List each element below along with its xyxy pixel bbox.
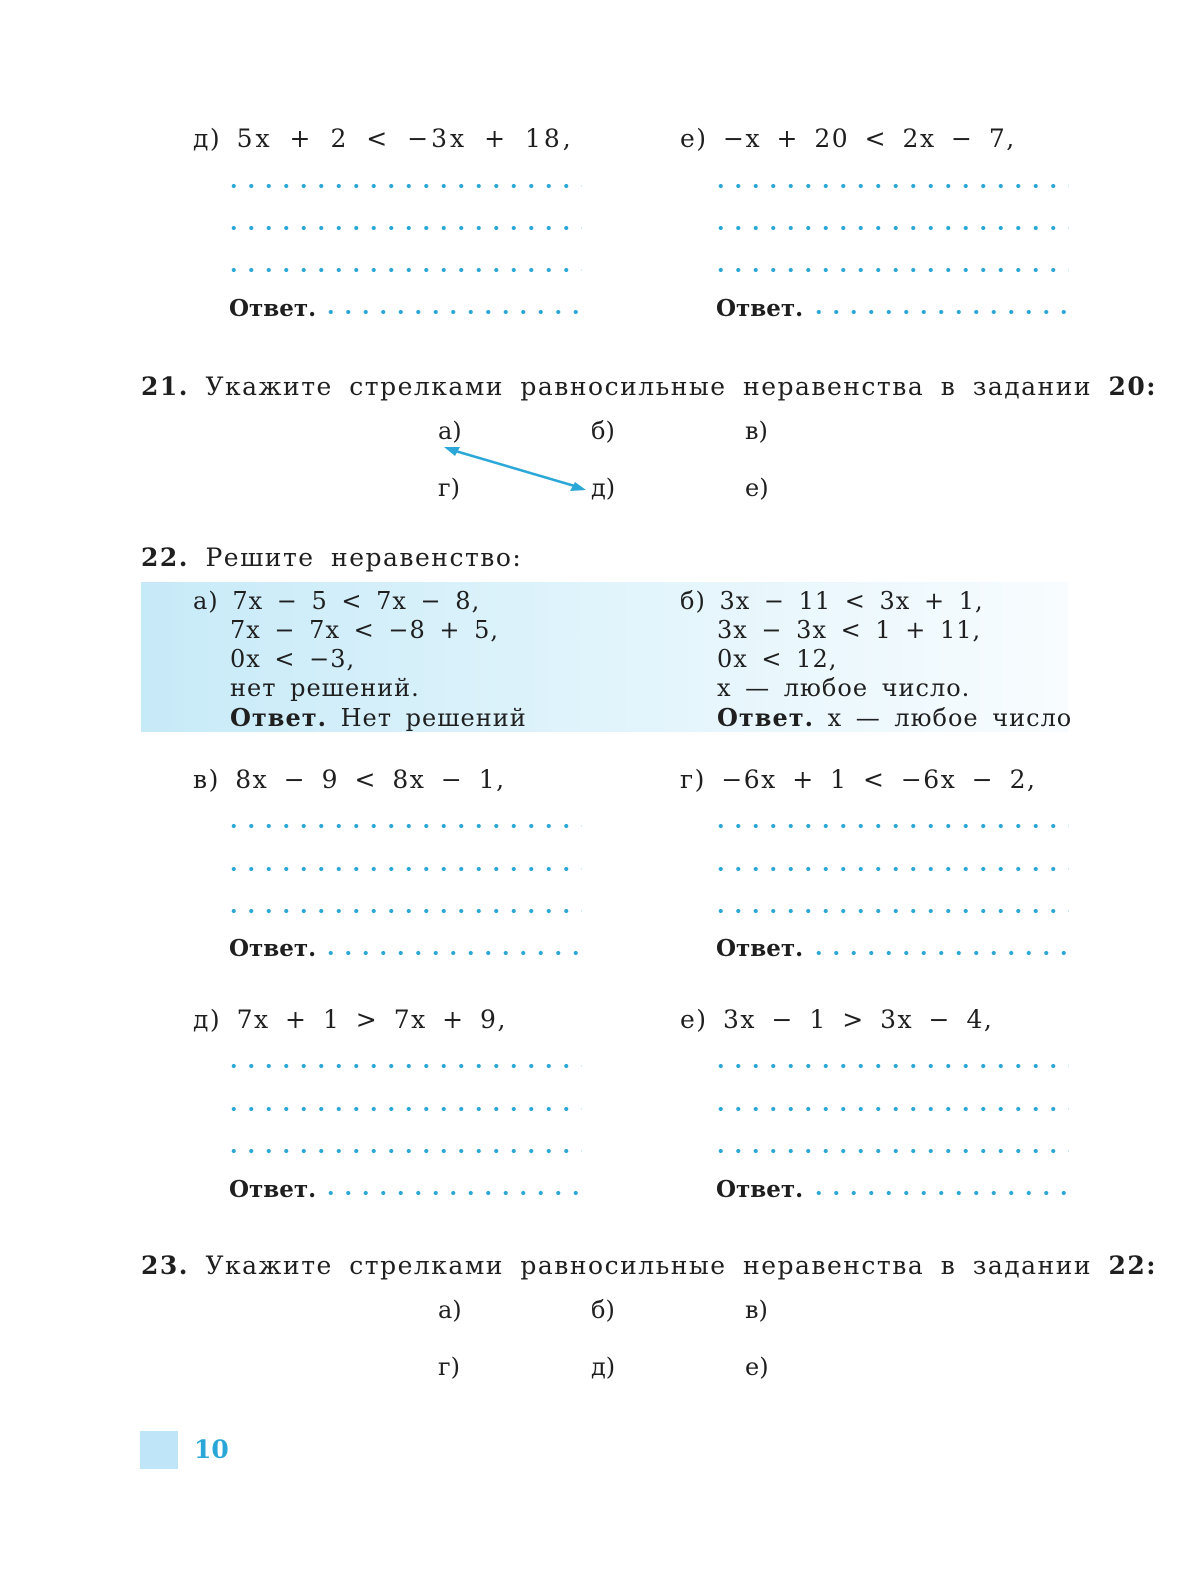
answer-line[interactable] — [225, 908, 582, 914]
answer-label: Ответ. — [716, 1176, 804, 1203]
task-number: 23. — [141, 1251, 189, 1280]
task-ref: 22: — [1108, 1251, 1158, 1280]
example-answer-label: Ответ. — [230, 703, 327, 732]
match-option-a[interactable]: а) — [438, 417, 462, 445]
answer-label: Ответ. — [229, 1176, 317, 1203]
answer-line[interactable] — [712, 1106, 1069, 1112]
example-b — [680, 587, 1072, 733]
task-number: 22. — [141, 543, 189, 572]
match-option-v[interactable]: в) — [745, 417, 768, 445]
example-line: 3x − 3x < 1 + 11, — [717, 616, 982, 644]
answer-line[interactable] — [712, 267, 1069, 273]
task-text: Решите неравенство: — [205, 543, 523, 572]
problem-22g — [680, 765, 1037, 794]
match-option-e[interactable]: е) — [745, 474, 769, 502]
task-text: Укажите стрелками равносильные неравенства в задании — [205, 372, 1093, 401]
match-option-g[interactable]: г) — [438, 1353, 460, 1381]
answer-line[interactable] — [712, 183, 1069, 189]
answer-field[interactable] — [322, 309, 582, 315]
problem-expression: 5x + 2 < −3x + 18, — [236, 124, 574, 153]
example-line: нет решений. — [230, 674, 420, 702]
example-a — [193, 587, 527, 733]
answer-line[interactable] — [225, 225, 582, 231]
answer-line[interactable] — [712, 908, 1069, 914]
example-answer: Нет решений — [340, 704, 527, 732]
answer-line[interactable] — [712, 1148, 1069, 1154]
example-letter: а) — [193, 587, 219, 615]
match-option-b[interactable]: б) — [591, 1296, 615, 1324]
problem-expression: 7x + 1 > 7x + 9, — [236, 1005, 507, 1034]
match-arrow — [440, 440, 590, 496]
task-number: 21. — [141, 372, 189, 401]
answer-field[interactable] — [322, 950, 582, 956]
answer-label: Ответ. — [716, 295, 804, 322]
answer-line[interactable] — [712, 225, 1069, 231]
problem-20d — [193, 124, 574, 153]
match-option-g[interactable]: г) — [438, 474, 460, 502]
answer-line[interactable] — [712, 1063, 1069, 1069]
problem-letter: е) — [680, 1005, 708, 1034]
match-option-b[interactable]: б) — [591, 417, 615, 445]
task-23-title — [141, 1251, 1157, 1280]
match-option-d[interactable]: д) — [591, 1353, 616, 1381]
problem-letter: д) — [193, 1005, 222, 1034]
match-option-d[interactable]: д) — [591, 474, 616, 502]
answer-line[interactable] — [712, 866, 1069, 872]
problem-20e — [680, 124, 1016, 153]
task-ref: 20: — [1108, 372, 1158, 401]
answer-line[interactable] — [225, 1106, 582, 1112]
problem-expression: 8x − 9 < 8x − 1, — [235, 765, 506, 794]
problem-expression: −6x + 1 < −6x − 2, — [721, 765, 1037, 794]
example-line: 7x − 7x < −8 + 5, — [230, 616, 499, 644]
problem-letter: г) — [680, 765, 706, 794]
match-option-a[interactable]: а) — [438, 1296, 462, 1324]
problem-letter: в) — [193, 765, 220, 794]
page-number: 10 — [194, 1435, 229, 1464]
answer-line[interactable] — [225, 1148, 582, 1154]
problem-letter: д) — [193, 124, 222, 153]
match-option-e[interactable]: е) — [745, 1353, 769, 1381]
answer-field[interactable] — [810, 309, 1070, 315]
problem-22d — [193, 1005, 507, 1034]
example-answer: x — любое число — [827, 704, 1073, 732]
task-21-title — [141, 372, 1157, 401]
example-line: x — любое число. — [717, 674, 971, 702]
problem-expression: 3x − 1 > 3x − 4, — [723, 1005, 994, 1034]
page-number-marker — [140, 1431, 178, 1469]
example-line: 7x − 5 < 7x − 8, — [232, 587, 481, 615]
answer-field[interactable] — [322, 1190, 582, 1196]
problem-22e — [680, 1005, 993, 1034]
answer-line[interactable] — [225, 823, 582, 829]
match-option-v[interactable]: в) — [745, 1296, 768, 1324]
answer-label: Ответ. — [716, 935, 804, 962]
answer-line[interactable] — [225, 866, 582, 872]
answer-line[interactable] — [225, 183, 582, 189]
answer-line[interactable] — [712, 823, 1069, 829]
answer-line[interactable] — [225, 1063, 582, 1069]
answer-label: Ответ. — [229, 935, 317, 962]
example-line: 0x < −3, — [230, 645, 356, 673]
answer-line[interactable] — [225, 267, 582, 273]
problem-letter: е) — [680, 124, 708, 153]
task-22-title — [141, 543, 522, 572]
answer-label: Ответ. — [229, 295, 317, 322]
example-line: 0x < 12, — [717, 645, 838, 673]
example-answer-label: Ответ. — [717, 703, 814, 732]
task-text: Укажите стрелками равносильные неравенства в задании — [205, 1251, 1093, 1280]
example-line: 3x − 11 < 3x + 1, — [719, 587, 984, 615]
problem-expression: −x + 20 < 2x − 7, — [723, 124, 1016, 153]
answer-field[interactable] — [810, 1190, 1070, 1196]
example-letter: б) — [680, 587, 706, 615]
problem-22v — [193, 765, 506, 794]
answer-field[interactable] — [810, 950, 1070, 956]
